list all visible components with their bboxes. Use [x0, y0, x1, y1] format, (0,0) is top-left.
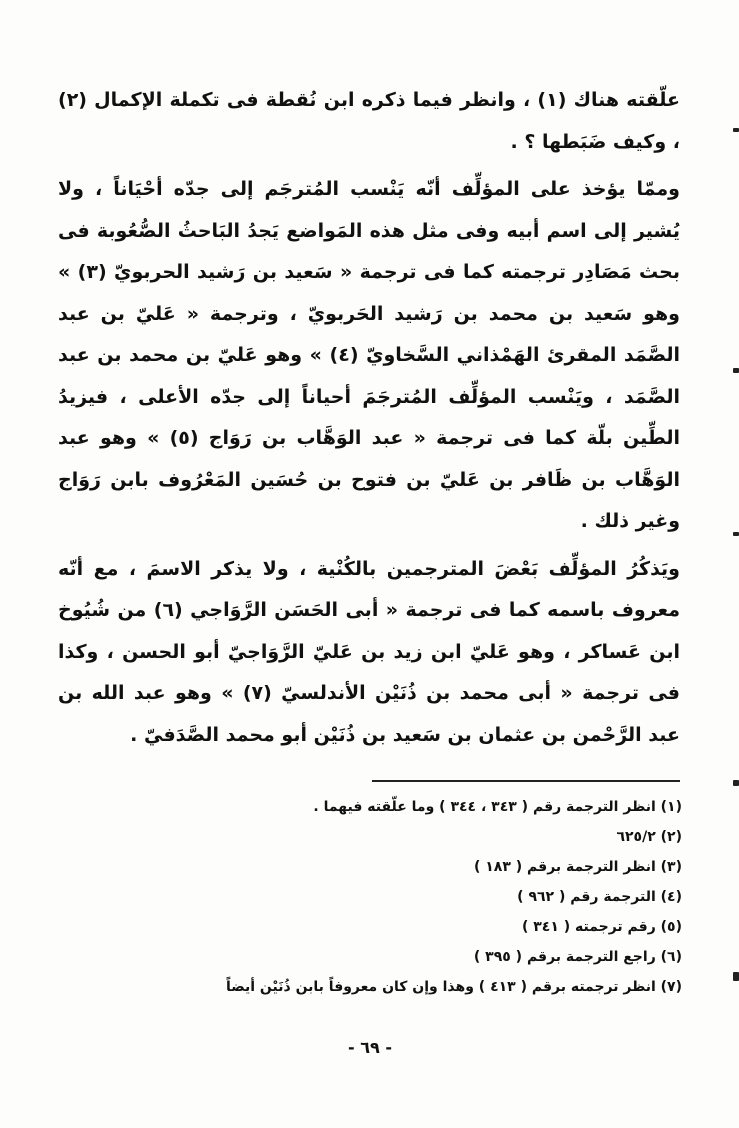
footnote-2: (٢) ٦٢٥/٢	[616, 829, 682, 845]
footnote-4: (٤) الترجمة رقم ( ٩٦٢ )	[517, 889, 682, 905]
paragraph-1: علّقته هناك (١) ، وانظر فيما ذكره ابن نُقطة فى تكملة الإكمال (٢) ، وكيف ضَبَطها ؟ .	[58, 89, 680, 153]
footnote-6: (٦) راجع الترجمة برقم ( ٣٩٥ )	[473, 949, 682, 965]
scan-mark	[733, 128, 739, 132]
footnote-5: (٥) رقم ترجمته ( ٣٤١ )	[521, 919, 682, 935]
footnote-7: (٧) انظر ترجمته برقم ( ٤١٣ ) وهذا وإن كان معروفاً بابن ذُنَيْن أيضاً	[225, 979, 682, 995]
paragraph-3: ويَذكُرُ المؤلِّف بَعْضَ المترجمين بالكُنْية ، ولا يذكر الاسمَ ، مع أنّه معروف باسمه كما فى ترجمة « أبى الحَسَن الرَّوَاجي (٦) من شُيُوخ ابن عَساكر ، وهو عَليّ ابن زيد بن عَليّ الرَّوَاجيّ أبو الحسن ، وكذا فى ترجمة « أبى محمد بن ذُنَيْن الأندلسيّ (٧) » وهو عبد الله بن عبد الرَّحْمن بن عثمان بن سَعيد بن ذُنَيْن أبو محمد الصَّدَفيّ .	[58, 557, 681, 746]
scan-mark	[733, 780, 739, 786]
footnote-divider	[372, 780, 680, 782]
footnotes	[225, 792, 682, 1002]
footnote-1: (١) انظر الترجمة رقم ( ٣٤٣ ، ٣٤٤ ) وما علّقته فيهما .	[313, 799, 682, 815]
main-text	[58, 80, 680, 756]
scan-mark	[733, 368, 739, 373]
scan-mark	[733, 972, 739, 981]
page-number: - ٦٩ -	[348, 1038, 392, 1057]
footnote-3: (٣) انظر الترجمة برقم ( ١٨٣ )	[473, 859, 682, 875]
paragraph-2: وممّا يؤخذ على المؤلِّف أنّه يَنْسب المُترجَم إلى جدّه أحْيَاناً ، ولا يُشير إلى اسم أبيه وفى مثل هذه المَواضع يَجدُ البَاحثُ الصُّعُوبة فى بحث مَصَادِر ترجمته كما فى ترجمة « سَعيد بن رَشيد الحربويّ (٣) » وهو سَعيد بن محمد بن رَشيد الحَربويّ ، وترجمة « عَليّ بن عبد الصَّمَد المقرئ الهَمْذاني السَّخاويّ (٤) » وهو عَليّ بن محمد بن عبد الصَّمَد ، ويَنْسب المؤلِّف المُترجَمَ أحياناً إلى جدّه الأعلى ، فيزيدُ الطِّين بلّة كما فى ترجمة « عبد الوَهَّاب بن رَوَاج (٥) » وهو عبد الوَهَّاب بن ظَافر بن عَليّ بن فتوح بن حُسَين المَعْرُوف بابن رَوَاج وغير ذلك .	[58, 178, 680, 532]
scan-mark	[733, 532, 739, 536]
